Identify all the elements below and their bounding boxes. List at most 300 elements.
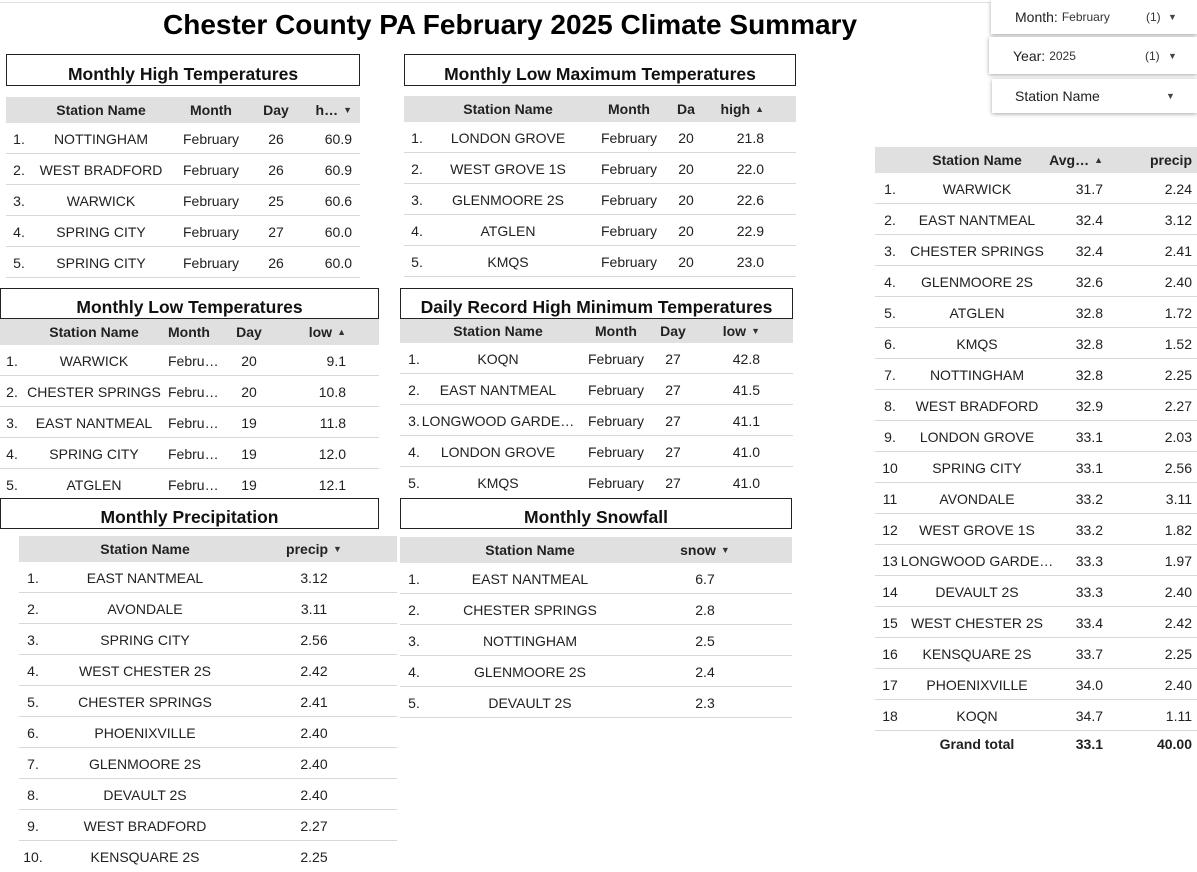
table-row[interactable] <box>400 405 793 436</box>
table-row[interactable] <box>404 215 796 246</box>
table-cell: 41.5 <box>732 381 760 398</box>
table-cell: 2.27 <box>300 817 328 834</box>
table-cell: WEST GROVE 1S <box>450 160 566 177</box>
table-row[interactable] <box>400 563 792 594</box>
row-index: 3. <box>13 192 25 209</box>
table-cell: February <box>182 223 240 240</box>
column-header[interactable] <box>178 97 244 123</box>
table-cell: 12.1 <box>318 476 346 493</box>
table-cell: 2.56 <box>1164 459 1192 476</box>
row-index: 7. <box>884 366 896 383</box>
table-cell: 1.52 <box>1164 335 1192 352</box>
table-cell: 19 <box>241 445 257 462</box>
table-row[interactable] <box>875 576 1197 607</box>
table-cell: EAST NANTMEAL <box>86 569 204 586</box>
table-cell: February <box>587 412 645 429</box>
row-index: 4. <box>13 223 25 240</box>
table-row[interactable] <box>875 638 1197 669</box>
table-row[interactable] <box>400 467 793 496</box>
table-row[interactable] <box>875 514 1197 545</box>
table-cell: PHOENIXVILLE <box>926 676 1028 693</box>
column-header-label: low <box>722 323 747 339</box>
row-index: 3. <box>408 412 420 429</box>
row-index: 1. <box>884 180 896 197</box>
table-cell: SPRING CITY <box>56 223 146 240</box>
table-row[interactable] <box>19 655 397 686</box>
row-index: 3. <box>408 632 420 649</box>
table-cell: KOQN <box>477 350 519 367</box>
table-row[interactable] <box>875 700 1197 731</box>
year-filter[interactable] <box>989 37 1197 74</box>
row-index: 7. <box>27 755 39 772</box>
table-cell: 27 <box>268 223 284 240</box>
table-cell: DEVAULT 2S <box>935 583 1019 600</box>
table-cell: February <box>600 160 658 177</box>
table-row[interactable] <box>19 748 397 779</box>
column-header-label: precip <box>1149 152 1192 168</box>
sort-ascending-icon[interactable]: ▲ <box>755 104 764 114</box>
month-filter[interactable] <box>991 0 1197 34</box>
table-cell: 32.6 <box>1075 273 1103 290</box>
table-cell: 1.97 <box>1164 552 1192 569</box>
sort-ascending-icon[interactable]: ▲ <box>1094 155 1103 165</box>
table-cell: 33.1 <box>1075 459 1103 476</box>
table-row[interactable] <box>6 123 360 154</box>
table-cell: 2.25 <box>1164 645 1192 662</box>
table-row[interactable] <box>19 779 397 810</box>
row-index: 2. <box>884 211 896 228</box>
table-cell: 20 <box>678 222 694 239</box>
table-cell: 2.25 <box>1164 366 1192 383</box>
column-header[interactable] <box>712 319 760 343</box>
table-cell: Febru… <box>168 445 219 462</box>
row-index: 8. <box>884 397 896 414</box>
table-cell: KMQS <box>956 335 998 352</box>
table-cell: 22.9 <box>736 222 764 239</box>
column-header[interactable] <box>269 536 359 562</box>
column-header-label: Da <box>677 101 695 117</box>
table-cell: 2.42 <box>1164 614 1192 631</box>
table-cell: LONDON GROVE <box>450 129 566 146</box>
low-temps-title: Monthly Low Temperatures <box>0 288 379 319</box>
table-cell: EAST NANTMEAL <box>35 414 153 431</box>
month-filter-value: February <box>1061 10 1110 24</box>
table-cell: 32.9 <box>1075 397 1103 414</box>
column-header-label: Month <box>595 323 637 339</box>
table-cell: 32.4 <box>1075 211 1103 228</box>
table-cell: 27 <box>665 350 681 367</box>
table-row[interactable] <box>875 235 1197 266</box>
table-cell: 19 <box>241 476 257 493</box>
column-header[interactable] <box>232 319 266 345</box>
row-index: 1. <box>408 570 420 587</box>
column-header[interactable] <box>905 147 1049 173</box>
row-index: 4. <box>408 663 420 680</box>
column-header[interactable] <box>47 536 243 562</box>
table-cell: WEST CHESTER 2S <box>79 662 211 679</box>
sort-descending-icon[interactable]: ▼ <box>343 105 352 115</box>
high-temps-title: Monthly High Temperatures <box>6 54 360 86</box>
row-index: 4. <box>884 273 896 290</box>
table-cell: February <box>587 350 645 367</box>
column-header[interactable] <box>428 537 632 563</box>
table-cell: 2.40 <box>300 786 328 803</box>
sort-descending-icon[interactable]: ▼ <box>333 544 342 554</box>
table-cell: 60.0 <box>324 254 352 271</box>
table-row[interactable] <box>875 328 1197 359</box>
row-index: 1. <box>27 569 39 586</box>
table-cell: 33.3 <box>1075 552 1103 569</box>
column-header[interactable] <box>1049 147 1103 173</box>
table-cell: 20 <box>678 191 694 208</box>
table-cell: GLENMOORE 2S <box>88 755 202 772</box>
grand-total-label: Grand total <box>939 736 1015 752</box>
row-index: 3. <box>884 242 896 259</box>
table-cell: 2.40 <box>1164 676 1192 693</box>
column-header[interactable] <box>254 97 298 123</box>
column-header[interactable] <box>674 96 698 122</box>
table-cell: 3.11 <box>300 600 328 617</box>
sort-descending-icon[interactable]: ▼ <box>720 545 730 555</box>
row-index: 5. <box>408 694 420 711</box>
row-index: 15 <box>882 614 898 631</box>
column-header[interactable] <box>168 319 222 345</box>
column-header-label: snow <box>680 542 716 558</box>
table-cell: 31.7 <box>1075 180 1103 197</box>
table-cell: 1.72 <box>1164 304 1192 321</box>
column-header[interactable] <box>24 319 164 345</box>
table-cell: 2.40 <box>1164 273 1192 290</box>
table-cell: 6.7 <box>695 570 715 587</box>
row-index: 9. <box>27 817 39 834</box>
table-cell: 2.8 <box>695 601 715 618</box>
table-cell: LONDON GROVE <box>440 443 556 460</box>
table-cell: February <box>587 381 645 398</box>
table-row[interactable] <box>19 562 397 593</box>
table-row[interactable] <box>19 841 397 865</box>
table-cell: 2.3 <box>695 694 715 711</box>
table-header <box>400 537 792 563</box>
table-row[interactable] <box>875 266 1197 297</box>
table-row[interactable] <box>0 376 379 407</box>
table-cell: WEST BRADFORD <box>83 817 207 834</box>
chevron-down-icon[interactable]: ▼ <box>1168 50 1177 61</box>
table-cell: ATGLEN <box>66 476 122 493</box>
table-header <box>400 319 793 343</box>
table-row[interactable] <box>875 390 1197 421</box>
column-header[interactable] <box>32 97 170 123</box>
column-header[interactable] <box>298 97 352 123</box>
table-cell: 34.0 <box>1075 676 1103 693</box>
table-row[interactable] <box>875 204 1197 235</box>
table-cell: 20 <box>241 383 257 400</box>
table-cell: WARWICK <box>66 192 136 209</box>
table-row[interactable] <box>875 545 1197 576</box>
table-row[interactable] <box>0 407 379 438</box>
table-cell: ATGLEN <box>949 304 1005 321</box>
table-cell: 26 <box>268 161 284 178</box>
table-cell: 11.8 <box>319 414 346 431</box>
table-cell: KENSQUARE 2S <box>922 645 1032 662</box>
table-row[interactable] <box>875 421 1197 452</box>
table-cell: 12.0 <box>318 445 346 462</box>
table-cell: 22.6 <box>736 191 764 208</box>
row-index: 1. <box>6 352 18 369</box>
table-cell: 20 <box>241 352 257 369</box>
table-cell: February <box>600 129 658 146</box>
row-index: 2. <box>27 600 39 617</box>
table-cell: SPRING CITY <box>100 631 190 648</box>
table-cell: WEST BRADFORD <box>915 397 1039 414</box>
table-cell: 34.7 <box>1075 707 1103 724</box>
table-cell: 2.41 <box>1164 242 1192 259</box>
table-row[interactable] <box>19 593 397 624</box>
table-header <box>404 96 796 122</box>
table-cell: February <box>182 254 240 271</box>
top-divider <box>0 2 990 3</box>
table-row[interactable] <box>400 594 792 625</box>
table-cell: CHESTER SPRINGS <box>27 383 161 400</box>
table-row[interactable] <box>875 669 1197 700</box>
column-header[interactable] <box>658 319 688 343</box>
table-cell: CHESTER SPRINGS <box>910 242 1044 259</box>
table-cell: 2.42 <box>300 662 328 679</box>
row-index: 4. <box>408 443 420 460</box>
table-cell: 27 <box>665 443 681 460</box>
table-cell: NOTTINGHAM <box>482 632 578 649</box>
table-row[interactable] <box>6 154 360 185</box>
table-cell: 60.9 <box>324 130 352 147</box>
table-row[interactable] <box>875 173 1197 204</box>
table-row[interactable] <box>400 625 792 656</box>
table-row[interactable] <box>404 122 796 153</box>
table-row[interactable] <box>400 374 793 405</box>
table-cell: 10.8 <box>318 383 346 400</box>
table-header <box>875 147 1197 173</box>
table-cell: 2.40 <box>300 724 328 741</box>
table-row[interactable] <box>875 297 1197 328</box>
column-header-label: Month <box>608 101 650 117</box>
table-cell: DEVAULT 2S <box>103 786 187 803</box>
table-cell: Febru… <box>168 383 219 400</box>
column-header[interactable] <box>660 537 750 563</box>
table-cell: GLENMOORE 2S <box>920 273 1034 290</box>
table-cell: AVONDALE <box>939 490 1015 507</box>
row-index: 5. <box>408 474 420 491</box>
row-index: 17 <box>882 676 898 693</box>
table-cell: 33.2 <box>1075 490 1103 507</box>
column-header[interactable] <box>714 96 764 122</box>
table-cell: LONGWOOD GARDE… <box>421 412 575 429</box>
table-cell: 26 <box>268 130 284 147</box>
row-index: 12 <box>882 521 898 538</box>
table-cell: Febru… <box>168 476 219 493</box>
table-cell: WARWICK <box>59 352 129 369</box>
row-index: 3. <box>411 191 423 208</box>
table-cell: WEST GROVE 1S <box>919 521 1035 538</box>
table-cell: 32.8 <box>1075 366 1103 383</box>
table-cell: 26 <box>268 254 284 271</box>
table-cell: 9.1 <box>326 352 346 369</box>
year-filter-label: Year: <box>1013 47 1046 64</box>
table-cell: February <box>182 161 240 178</box>
table-cell: EAST NANTMEAL <box>471 570 589 587</box>
table-cell: 20 <box>678 253 694 270</box>
table-row[interactable] <box>0 345 379 376</box>
table-row[interactable] <box>875 607 1197 638</box>
snow-title: Monthly Snowfall <box>400 498 792 529</box>
column-header-label: Day <box>236 324 262 340</box>
table-cell: GLENMOORE 2S <box>473 663 587 680</box>
sort-ascending-icon[interactable]: ▲ <box>337 327 346 337</box>
table-cell: 2.27 <box>1164 397 1192 414</box>
table-cell: 3.12 <box>1164 211 1192 228</box>
table-cell: WEST BRADFORD <box>39 161 163 178</box>
table-row[interactable] <box>6 216 360 247</box>
column-header-label: Month <box>190 102 232 118</box>
table-cell: EAST NANTMEAL <box>439 381 557 398</box>
column-header-label: Avg… <box>1049 152 1090 168</box>
table-cell: 27 <box>665 412 681 429</box>
column-header[interactable] <box>428 319 568 343</box>
row-index: 10 <box>882 459 898 476</box>
row-index: 6. <box>884 335 896 352</box>
grand-total-precip: 40.00 <box>1156 736 1192 752</box>
table-row[interactable] <box>400 687 792 718</box>
column-header-label: Month <box>168 324 210 340</box>
table-cell: 2.40 <box>300 755 328 772</box>
row-index: 14 <box>882 583 898 600</box>
column-header[interactable] <box>430 96 586 122</box>
table-cell: KOQN <box>956 707 998 724</box>
table-cell: NOTTINGHAM <box>929 366 1025 383</box>
table-cell: GLENMOORE 2S <box>451 191 565 208</box>
table-row[interactable] <box>400 436 793 467</box>
table-cell: 33.1 <box>1075 428 1103 445</box>
table-cell: SPRING CITY <box>49 445 139 462</box>
table-row[interactable] <box>875 483 1197 514</box>
column-header-label: precip <box>286 541 329 557</box>
table-row[interactable] <box>19 624 397 655</box>
chevron-down-icon[interactable]: ▼ <box>1168 12 1177 22</box>
row-index: 11 <box>882 490 898 507</box>
table-cell: February <box>600 191 658 208</box>
table-cell: 32.4 <box>1075 242 1103 259</box>
table-cell: Febru… <box>168 352 219 369</box>
row-index: 5. <box>411 253 423 270</box>
table-header <box>6 97 360 123</box>
column-header-label: Station Name <box>485 542 575 558</box>
station-filter[interactable] <box>992 79 1197 113</box>
row-index: 1. <box>411 129 423 146</box>
table-cell: 60.6 <box>324 192 352 209</box>
table-cell: February <box>182 130 240 147</box>
row-index: 13 <box>882 552 898 569</box>
table-cell: 2.24 <box>1164 180 1192 197</box>
table-row[interactable] <box>19 686 397 717</box>
table-header <box>0 319 379 345</box>
table-row[interactable] <box>0 438 379 469</box>
column-header[interactable] <box>582 319 650 343</box>
table-cell: CHESTER SPRINGS <box>463 601 597 618</box>
table-cell: 33.4 <box>1075 614 1103 631</box>
table-cell: 2.5 <box>695 632 715 649</box>
column-header-label: Station Name <box>56 102 146 118</box>
table-row[interactable] <box>400 656 792 687</box>
row-index: 5. <box>13 254 25 271</box>
table-cell: February <box>600 253 658 270</box>
record-high-min-title: Daily Record High Minimum Temperatures <box>400 288 793 319</box>
table-cell: 33.2 <box>1075 521 1103 538</box>
table-row[interactable] <box>875 452 1197 483</box>
low-max-temps-title: Monthly Low Maximum Temperatures <box>404 54 796 86</box>
table-cell: 41.0 <box>732 474 760 491</box>
table-cell: WARWICK <box>942 180 1012 197</box>
grand-total-row <box>875 731 1197 757</box>
table-cell: 33.3 <box>1075 583 1103 600</box>
table-row[interactable] <box>19 810 397 841</box>
table-cell: 2.41 <box>300 693 328 710</box>
table-cell: Febru… <box>168 414 219 431</box>
row-index: 5. <box>6 476 18 493</box>
chevron-down-icon[interactable]: ▼ <box>1166 91 1175 101</box>
column-header-label: Station Name <box>932 152 1022 168</box>
table-row[interactable] <box>0 469 379 496</box>
table-cell: 32.8 <box>1075 335 1103 352</box>
table-cell: 25 <box>268 192 284 209</box>
table-row[interactable] <box>404 153 796 184</box>
table-cell: KENSQUARE 2S <box>90 848 200 865</box>
table-cell: February <box>587 474 645 491</box>
column-header[interactable] <box>300 319 346 345</box>
page-title: Chester County PA February 2025 Climate Summary <box>163 9 858 40</box>
table-cell: 19 <box>241 414 257 431</box>
table-cell: LONDON GROVE <box>919 428 1035 445</box>
table-row[interactable] <box>19 717 397 748</box>
column-header-label: Station Name <box>49 324 139 340</box>
row-index: 10. <box>23 848 43 865</box>
table-cell: February <box>600 222 658 239</box>
table-header <box>19 536 397 562</box>
table-row[interactable] <box>875 359 1197 390</box>
year-filter-value: 2025 <box>1049 48 1076 63</box>
row-index: 2. <box>408 381 420 398</box>
table-row[interactable] <box>404 184 796 215</box>
column-header-label: Station Name <box>100 541 190 557</box>
table-row[interactable] <box>6 185 360 216</box>
column-header[interactable] <box>594 96 664 122</box>
table-cell: 20 <box>678 129 694 146</box>
row-index: 16 <box>882 645 898 662</box>
table-cell: 33.7 <box>1075 645 1103 662</box>
table-cell: 32.8 <box>1075 304 1103 321</box>
row-index: 4. <box>27 662 39 679</box>
column-header[interactable] <box>1127 147 1192 173</box>
row-index: 1. <box>408 350 420 367</box>
table-row[interactable] <box>400 343 793 374</box>
grand-total-avg: 33.1 <box>1075 736 1103 752</box>
row-index: 5. <box>884 304 896 321</box>
table-row[interactable] <box>404 246 796 277</box>
column-header-label: Day <box>660 323 686 339</box>
table-cell: WEST CHESTER 2S <box>911 614 1043 631</box>
row-index: 8. <box>27 786 39 803</box>
table-cell: February <box>182 192 240 209</box>
table-cell: 41.0 <box>732 443 760 460</box>
table-row[interactable] <box>6 247 360 278</box>
sort-descending-icon[interactable]: ▼ <box>751 326 760 336</box>
table-cell: SPRING CITY <box>932 459 1022 476</box>
